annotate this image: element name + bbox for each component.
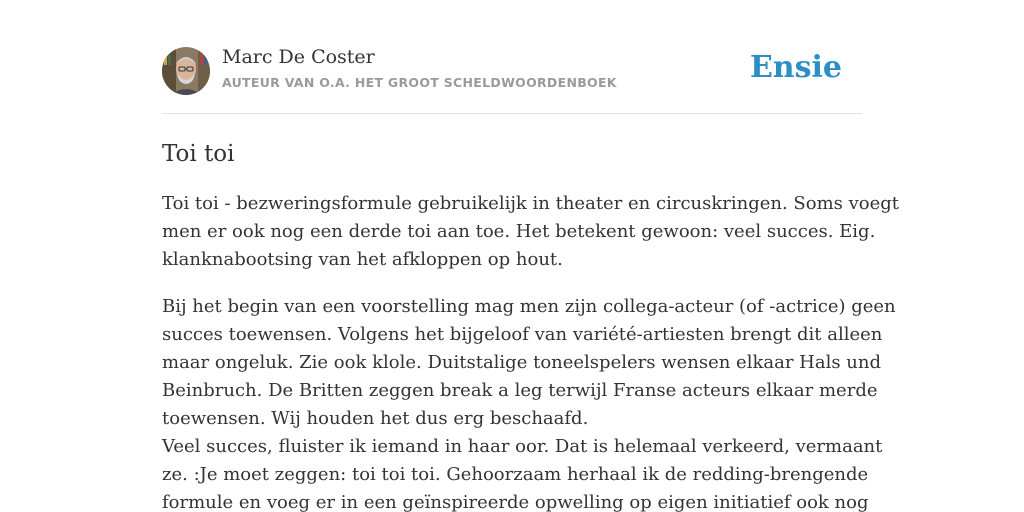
paragraph-line: toewensen. Wij houden het dus erg beschaafd. xyxy=(162,408,589,429)
paragraph-line: succes toewensen. Volgens het bijgeloof van variété-artiesten brengt dit alleen xyxy=(162,324,883,345)
ensie-logo[interactable]: Ensie xyxy=(749,50,842,85)
entry-title: Toi toi xyxy=(162,141,235,167)
author-avatar[interactable] xyxy=(162,47,210,95)
author-header xyxy=(162,0,862,114)
author-portrait-icon xyxy=(162,47,210,95)
paragraph-line: Beinbruch. De Britten zeggen break a leg terwijl Franse acteurs elkaar merde xyxy=(162,380,878,401)
entry-page xyxy=(162,0,900,512)
entry-paragraph xyxy=(162,293,896,512)
paragraph-line: Toi toi - bezweringsformule gebruikelijk in theater en circuskringen. Soms voegt xyxy=(162,193,900,214)
paragraph-line: Veel succes, fluister ik iemand in haar oor. Dat is helemaal verkeerd, vermaant xyxy=(162,436,883,457)
author-tagline: AUTEUR VAN O.A. HET GROOT SCHELDWOORDENBOEK xyxy=(222,75,617,90)
entry-paragraph xyxy=(162,190,900,274)
paragraph-line: formule en voeg er in een geïnspireerde opwelling op eigen initiatief ook nog xyxy=(162,492,869,512)
paragraph-line: men er ook nog een derde toi aan toe. Het betekent gewoon: veel succes. Eig. xyxy=(162,221,876,242)
paragraph-line: Bij het begin van een voorstelling mag men zijn collega-acteur (of -actrice) geen xyxy=(162,296,896,317)
paragraph-line: maar ongeluk. Zie ook klole. Duitstalige toneelspelers wensen elkaar Hals und xyxy=(162,352,882,373)
paragraph-line: ze. :Je moet zeggen: toi toi toi. Gehoorzaam herhaal ik de redding-brengende xyxy=(162,464,869,485)
author-name[interactable]: Marc De Coster xyxy=(222,46,375,68)
paragraph-line: klanknabootsing van het afkloppen op hout. xyxy=(162,249,563,270)
